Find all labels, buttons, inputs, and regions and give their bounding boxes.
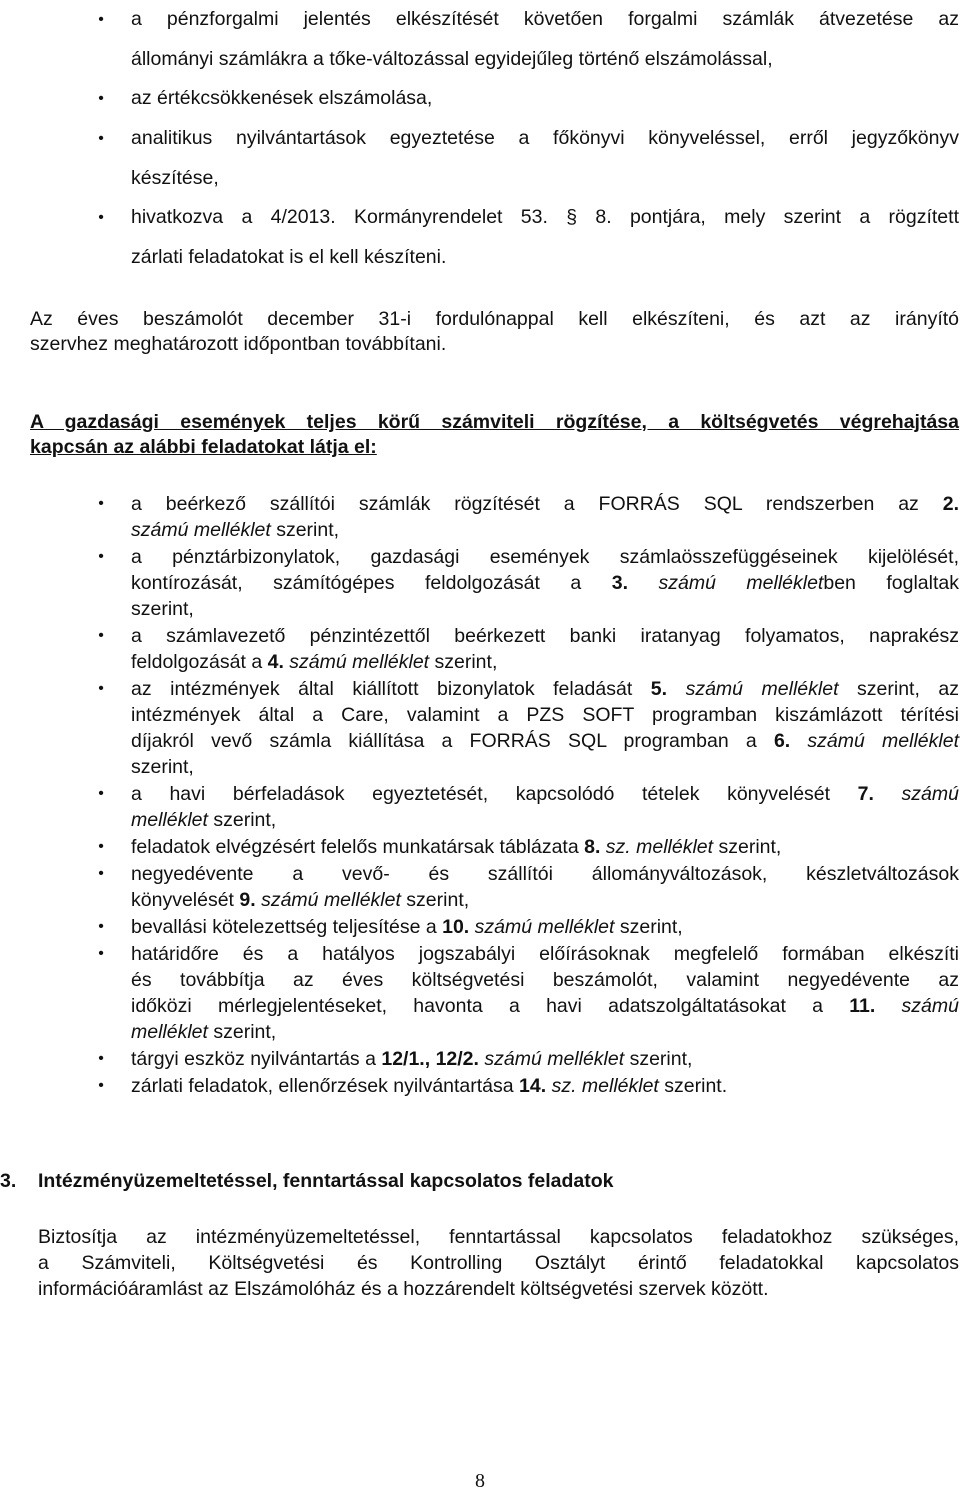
section-number: 3. [0,1170,17,1192]
list-item-text: határidőre és a hatályos jogszabályi előírásoknak megfelelő formában elkészíti [131,943,959,965]
bullet-icon: • [98,90,104,107]
list-item-text: az intézmények által kiállított bizonylatok feladását 5. számú melléklet szerint, az [131,678,959,700]
bullet-icon: • [98,918,104,935]
paragraph-line: Az éves beszámolót december 31-i fordulónappal kell elkészíteni, és azt az irányító [30,308,959,330]
list-item-text: szerint, [131,598,194,620]
list-item [98,1073,959,1099]
list-item-text: analitikus nyilvántartások egyeztetése a főkönyvi könyveléssel, erről jegyzőkönyv [131,127,959,149]
list-item-text: zárlati feladatok, ellenőrzések nyilvántartása 14. sz. melléklet szerint. [131,1075,728,1097]
bullet-icon: • [98,627,104,644]
list-item-text: számú melléklet szerint, [131,519,340,541]
list-item-text: és továbbítja az éves költségvetési beszámolót, valamint negyedévente az [131,969,959,991]
list-item-text: a pénzforgalmi jelentés elkészítését követően forgalmi számlák átvezetése az [131,8,959,30]
bullet-icon: • [98,1077,104,1094]
list-item [98,0,959,79]
list-item-text: negyedévente a vevő- és szállítói állományváltozások, készletváltozások [131,863,959,885]
list-item-text: időközi mérlegjelentéseket, havonta a havi adatszolgáltatásokat a 11. számú [131,995,959,1017]
bullet-icon: • [98,838,104,855]
list-item-text: tárgyi eszköz nyilvántartás a 12/1., 12/2. számú melléklet szerint, [131,1048,693,1070]
list-item [98,79,959,119]
list-item-text: állományi számlákra a tőke-változással egyidejűleg történő elszámolással, [131,47,773,70]
list-item-text: hivatkozva a 4/2013. Kormányrendelet 53. § 8. pontjára, mely szerint a rögzített [131,206,959,228]
bullet-icon: • [98,11,104,28]
bullet-icon: • [98,130,104,147]
list-item [98,861,959,913]
bullet-icon: • [98,865,104,882]
section-body-line: a Számviteli, Költségvetési és Kontrolling Osztályt érintő feladatokkal kapcsolatos [38,1252,959,1274]
paragraph-line: szervhez meghatározott időpontban továbbítani. [30,333,447,355]
list-item-text: a pénztárbizonylatok, gazdasági események számlaösszefüggéseinek kijelölését, [131,546,959,568]
bullet-list-accounting-tasks [98,491,959,1100]
heading-line: A gazdasági események teljes körű számviteli rögzítése, a költségvetés végrehajtása [30,411,959,433]
list-item-text: az értékcsökkenések elszámolása, [131,87,433,109]
bullet-icon: • [98,209,104,226]
bullet-icon: • [98,495,104,512]
section-body [38,1224,959,1302]
section-title: Intézményüzemeltetéssel, fenntartással kapcsolatos feladatok [38,1170,614,1192]
bullet-icon: • [98,680,104,697]
list-item-text: a beérkező szállítói számlák rögzítését a FORRÁS SQL rendszerben az 2. [131,493,959,515]
section-body-line: Biztosítja az intézményüzemeltetéssel, fenntartással kapcsolatos feladatokhoz szükséges, [38,1226,959,1248]
list-item [98,623,959,675]
section-heading-underlined [30,410,959,460]
bullet-icon: • [98,785,104,802]
list-item-text: bevallási kötelezettség teljesítése a 10. számú melléklet szerint, [131,916,683,938]
bullet-icon: • [98,945,104,962]
list-item-text: feladatok elvégzésért felelős munkatársak táblázata 8. sz. melléklet szerint, [131,836,782,858]
list-item-text: a havi bérfeladások egyeztetését, kapcsolódó tételek könyvelését 7. számú [131,783,959,805]
list-item-text: feldolgozását a 4. számú melléklet szerint, [131,651,498,673]
bullet-icon: • [98,1050,104,1067]
list-item-text: kontírozását, számítógépes feldolgozását a 3. számú mellékletben foglaltak [131,572,959,594]
list-item [98,914,959,940]
list-item [98,781,959,833]
list-item-text: könyvelését 9. számú melléklet szerint, [131,889,470,911]
bullet-icon: • [98,548,104,565]
page-number: 8 [475,1470,485,1492]
list-item [98,676,959,780]
list-item-text: zárlati feladatokat is el kell készíteni. [131,245,447,268]
list-item-text: a számlavezető pénzintézettől beérkezett banki iratanyag folyamatos, naprakész [131,625,959,647]
list-item [98,198,959,277]
bullet-list-closing-tasks [98,0,959,277]
heading-line: kapcsán az alábbi feladatokat látja el: [30,436,377,458]
list-item-text: készítése, [131,166,219,189]
list-item [98,834,959,860]
list-item-text: intézmények által a Care, valamint a PZS SOFT programban kiszámlázott térítési [131,704,959,726]
list-item-text: melléklet szerint, [131,1021,277,1043]
list-item [98,1046,959,1072]
list-item [98,544,959,622]
list-item-text: szerint, [131,756,194,778]
list-item-text: melléklet szerint, [131,809,277,831]
list-item [98,941,959,1045]
paragraph-annual-report [30,307,959,357]
list-item-text: díjakról vevő számla kiállítása a FORRÁS SQL programban a 6. számú melléklet [131,730,959,752]
section-body-line: információáramlást az Elszámolóház és a hozzárendelt költségvetési szervek között. [38,1278,769,1300]
list-item [98,119,959,198]
list-item [98,491,959,543]
